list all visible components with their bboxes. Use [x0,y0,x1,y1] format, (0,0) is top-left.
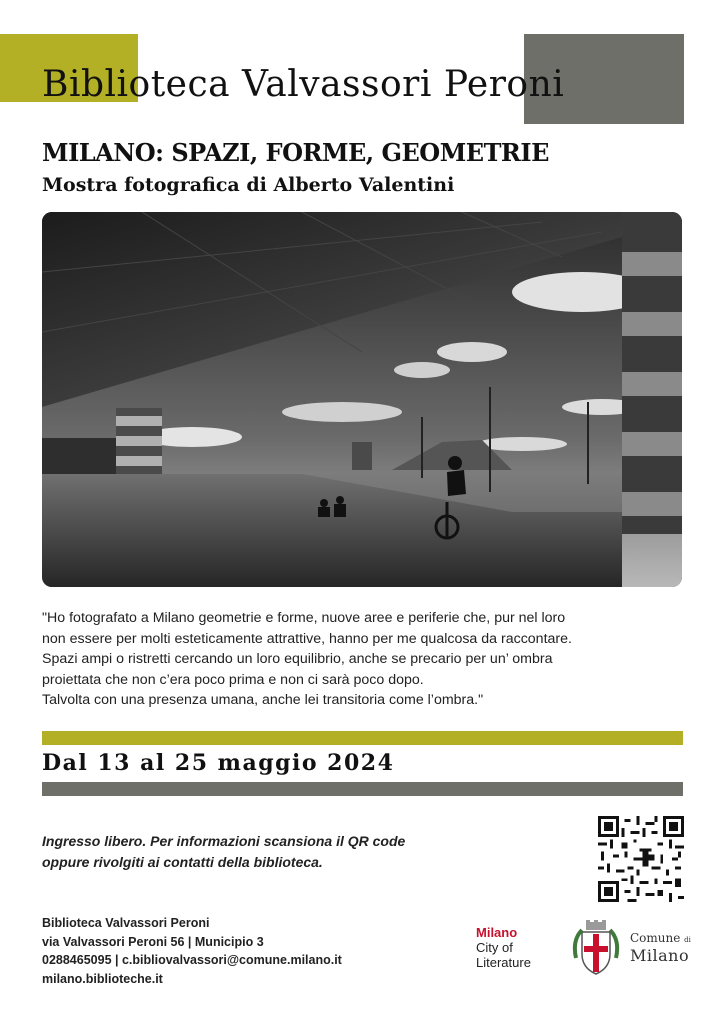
divider-olive [42,731,683,745]
milano-city-of-literature-logo: Milano City of Literature [476,925,531,970]
qr-code[interactable] [598,816,684,902]
exhibition-dates: Dal 13 al 25 maggio 2024 [42,750,395,776]
info-line: Ingresso libero. Per informazioni scansiona il QR code [42,833,406,849]
info-line: oppure rivolgiti ai contatti della biblioteca. [42,854,323,870]
info-text [42,831,405,873]
exhibition-subtitle: Mostra fotografica di Alberto Valentini [42,174,455,196]
page-title: Biblioteca Valvassori Peroni [42,64,565,105]
quote-line: non essere per molti esteticamente attrattive, hanno per me qualcosa da raccontare. [42,630,572,647]
exhibition-photo [42,212,682,587]
contact-phone-email[interactable]: 0288465095 | c.bibliovalvassori@comune.milano.it [42,953,342,967]
exhibition-title: MILANO: SPAZI, FORME, GEOMETRIE [42,138,549,167]
comune-di-milano-logo: Comune di Milano [630,931,691,965]
quote-line: Talvolta con una presenza umana, anche lei transitoria come l’ombra." [42,692,484,708]
comune-milano-crest-icon [570,920,622,978]
contact-address: via Valvassori Peroni 56 | Municipio 3 [42,934,264,949]
quote-line: Spazi ampi o ristretti cercando un loro equilibrio, anche se precario per un’ ombra [42,651,553,667]
quote-line: proiettata che non c’era poco prima e non ci sarà poco dopo. [42,671,424,688]
divider-grey [42,782,683,796]
quote-line: "Ho fotografato a Milano geometrie e forme, nuove aree e periferie che, pur nel loro [42,610,566,626]
library-contacts [42,914,342,988]
contact-name: Biblioteca Valvassori Peroni [42,916,210,930]
photographer-quote [42,608,682,711]
contact-website[interactable]: milano.biblioteche.it [42,971,163,986]
